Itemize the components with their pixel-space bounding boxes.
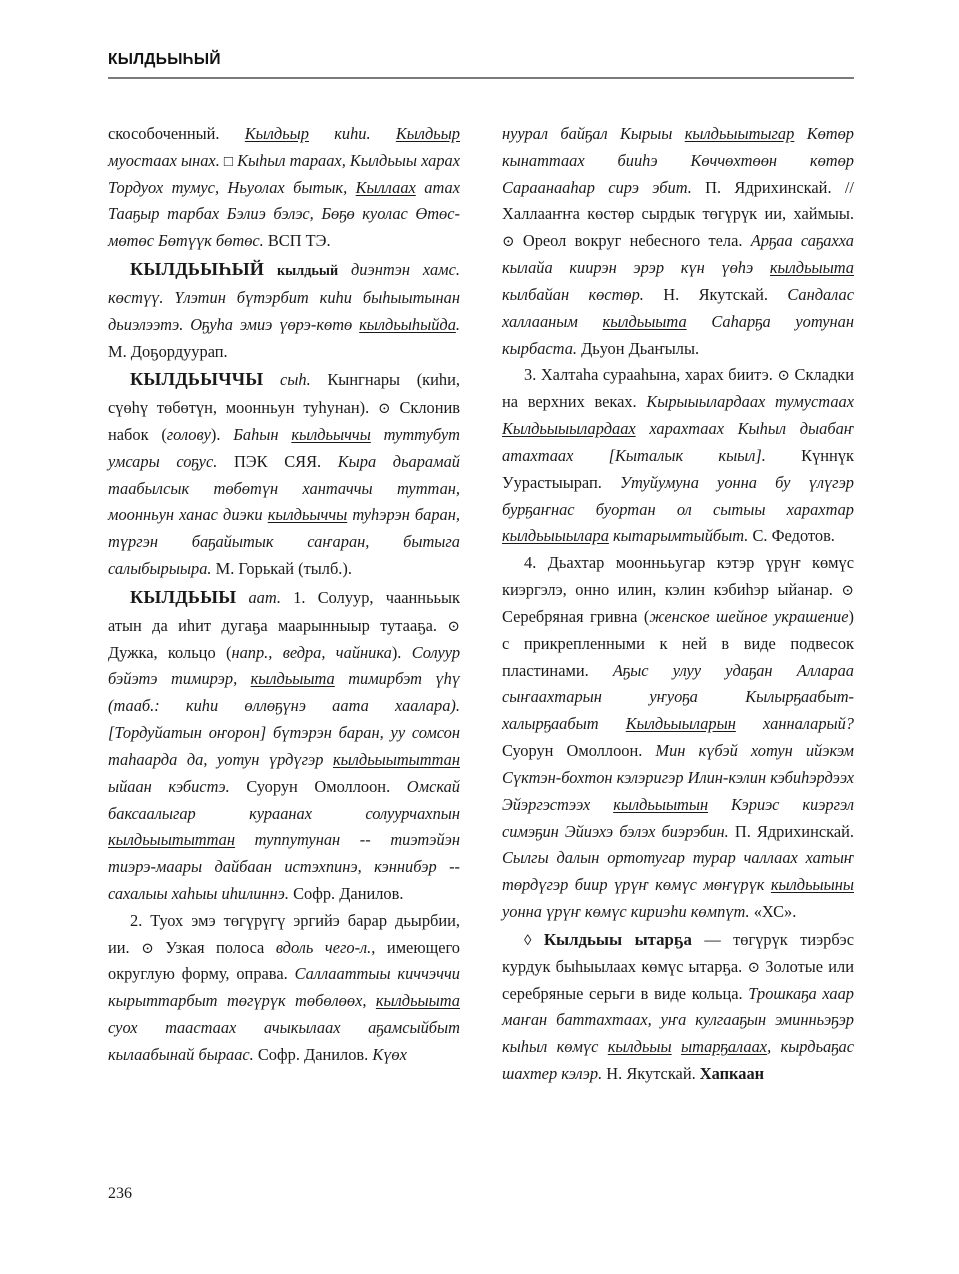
example-text: муостаах ынах.: [108, 150, 224, 170]
cited-form: кылдьыы: [607, 1037, 672, 1057]
example-text-trailing: Күөх: [368, 1044, 407, 1064]
box-marker: □: [223, 153, 233, 170]
spacer: [369, 398, 378, 417]
cited-form: кылдьыыта: [769, 258, 854, 278]
source-citation: Н. Якутскай.: [606, 1063, 696, 1083]
grammar-label: аат.: [248, 587, 282, 607]
example-text: Сылгы далын ортотугар турар чаллаах хатыҥ төрдүгэр биир үрүҥ көмүс мөҥүрүк: [502, 848, 854, 895]
source-citation: ПЭК СЯЯ.: [233, 451, 322, 471]
gloss-marker-icon: ⊙: [841, 583, 854, 600]
cited-form: кылдьыытыгар: [684, 124, 795, 143]
russian-gloss-end: ).: [391, 642, 412, 662]
cited-form: ытарҕалаах: [681, 1037, 768, 1057]
example-text: Көтөр кынаттаах бииһэ Көччөхтөөн көтөр Сараанааһар сирэ эбит.: [502, 124, 854, 197]
gloss-marker-icon: ⊙: [777, 368, 790, 385]
phrase-headword: Кылдьыы ытарҕа: [543, 929, 692, 949]
example-text: суох тaacтаах ачыкылаах аҕамсыйбыт кылаабынай быраас.: [108, 1018, 460, 1064]
example-text: Кэриэс киэргэл симэҕин Эйиэхэ бэлэх биэрэбин.: [502, 794, 854, 841]
right-column: [502, 121, 854, 1088]
sense-number: 1.: [293, 587, 306, 607]
cited-form: Кыллаах: [355, 177, 416, 197]
spacer: [311, 370, 328, 389]
em-dash: —: [704, 929, 721, 949]
gloss-marker-icon: ⊙: [502, 234, 515, 251]
russian-gloss-italic: голову: [166, 424, 211, 444]
definition-text: Кынгнары (киһи, сүөһү төбөтүн, моонньун туһунан).: [108, 370, 460, 418]
sense-number: 3.: [524, 365, 537, 385]
source-citation: Суорун Омоллоон.: [246, 776, 391, 796]
source-citation: «ХС».: [753, 902, 797, 922]
grammar-label: сыһ.: [280, 370, 311, 390]
example-text: Кыра дьарамай таабылсык төбөтүн хантаччы туттан, моонньун ханас диэки: [108, 451, 460, 525]
source-citation: Суорун Омоллоон.: [502, 741, 643, 761]
example-text: Сандалас халлааным: [502, 284, 854, 331]
left-column: [108, 121, 460, 1088]
spacer: [130, 938, 142, 957]
dictionary-entry-kyldyhyj: [108, 255, 460, 365]
source-citation: М. Доҕордуурап.: [108, 341, 228, 361]
example-text: ханналарый?: [735, 714, 854, 734]
example-text: .: [455, 314, 460, 334]
derived-from-form: кылдьый: [277, 263, 339, 280]
example-text: Трошкаҕа хаар маҥан баттахтаах, уҥа кулгааҕын эминньэҕэр кыһыл көмүс: [502, 983, 854, 1057]
cited-form: Кылдьыыларын: [625, 714, 736, 734]
example-text: ыйаан кэбистэ.: [108, 776, 247, 796]
paragraph-sense1-continued: [502, 121, 854, 362]
gloss-marker-icon: ⊙: [747, 959, 761, 976]
definition-text: Үлэтин бүтэрбит киһи быһыытынан дьиэлээтэ. Оҕуһа эмиэ үөрэ-көтө: [108, 287, 460, 334]
definition-text: Халтаһа сурааһына, харах биитэ.: [540, 365, 773, 385]
spacer: [721, 930, 733, 949]
definition-text: Солуур, чааннььык атын да иһит дугаҕа маарынныыр тутааҕа.: [108, 587, 460, 635]
example-text: кылбайан көстөр.: [502, 284, 664, 304]
spacer: [306, 588, 318, 607]
russian-gloss-end: ).: [210, 424, 234, 444]
cited-form: кылдьыччы: [291, 424, 371, 444]
example-text: атах Тааҕыр тарбах Бэлиэ бэлэс, Бөҕө куолас Өтөс-мөтөс Бөтүүк бөтөс.: [108, 177, 460, 251]
source-citation: ВСП ТЭ.: [267, 231, 331, 251]
dictionary-entry-kyldyyccy: [108, 365, 460, 583]
two-column-body: [108, 121, 854, 1088]
headword: КЫЛДЬЫҺЫЙ: [130, 259, 265, 280]
example-text: оҥорон] бүтэрэн баран, уу сомсон таһаарда да, уотун үрдүгэр: [108, 723, 460, 769]
russian-gloss: Золотые или серебряные серьги в виде кольца.: [502, 956, 855, 1003]
dictionary-entry-sense3: [502, 362, 854, 550]
cited-form: кылдьыыта: [602, 311, 687, 331]
source-citation: П. Ядрихинскай.: [705, 177, 832, 197]
example-text: харахтаах Кыһыл дыабаҥ атахтаах [Кыталык кыыл].: [502, 419, 854, 465]
source-citation: Күннүк Уурастыырап.: [502, 445, 854, 492]
phrase-subentry-kyldyyy-ytarga: [502, 926, 854, 1088]
cited-form: кылдьыһыйда: [359, 314, 456, 334]
dictionary-entry-kyldyyy-sense2: [108, 908, 460, 1069]
dictionary-entry-kyldyyy-sense1: [108, 583, 460, 908]
example-text: Аҕыс улуу удаҕан Аллараа сыҥаахтарын уҥуоҕа Кылырҕаабыт-халырҕаабыт: [502, 660, 855, 734]
spacer: [163, 288, 174, 307]
page-number: 236: [108, 1185, 132, 1202]
example-text: Солуур бэйэтэ тимирэр,: [108, 642, 461, 689]
cited-form: кылдьыччы: [267, 505, 348, 525]
russian-gloss: Склонив набок (: [108, 398, 460, 444]
headword: КЫЛДЬЫЧЧЫ: [130, 369, 264, 390]
spacer: [281, 588, 293, 607]
cited-form: кылдьыыта: [375, 991, 460, 1011]
spacer: [531, 930, 543, 949]
cited-form: Кылдьыр: [395, 124, 460, 143]
source-citation: Софр. Данилов.: [293, 884, 404, 903]
cited-form: Кылдьыр: [244, 124, 309, 143]
definition-text: төгүрүк тиэрбэс курдук быһыылаах көмүс ытарҕа.: [502, 929, 854, 976]
spacer: [263, 370, 280, 389]
source-citation: П. Ядрихинскай.: [734, 821, 854, 841]
example-text: тимирбэт үһү (тааб.: киһи өллөҕүнэ аата хаалара). [: [108, 669, 460, 743]
example-text: Арҕаа саҕахха кылайа киирэн эрэр күн үөһэ: [502, 231, 854, 278]
source-citation: Дьуон Дьаҥылы.: [581, 338, 700, 358]
dictionary-entry-sense4: [502, 550, 854, 926]
example-text: Кыһыл тараах, Кылдьыы харах Тордуох тумус, Ньуолах бытык,: [108, 150, 461, 197]
gloss-marker-icon: ⊙: [447, 618, 460, 635]
example-text: [672, 1037, 681, 1056]
russian-gloss-italic: напр., ведра, чайника: [231, 642, 392, 662]
example-text: киһи.: [308, 124, 396, 143]
header-rule: [108, 77, 854, 80]
russian-gloss-italic: женское шейное украшение: [649, 606, 849, 626]
spacer: [338, 260, 351, 279]
example-text: Саллааттыы киччэччи кырыттарбыт төгүрүк төбөлөөх,: [108, 964, 460, 1011]
sense-number: 4.: [524, 553, 537, 573]
double-slash-marker: //: [844, 177, 854, 197]
example-text: Саһарҕа уотунан кырбаста.: [502, 311, 854, 358]
definition-text: Халлааҥҥа көстөр сырдык төгүрүк ии, хаймыы.: [502, 204, 854, 224]
gloss-text: скособоченный.: [108, 124, 245, 143]
example-text-italic: Тордуйатын: [114, 723, 202, 743]
source-citation: Софр. Данилов.: [257, 1044, 369, 1064]
russian-gloss-end: ) с прикрепленными к ней в виде подвесок пластинами.: [502, 606, 854, 680]
russian-gloss: Складки на верхних веках.: [502, 365, 854, 412]
cited-form: кылдьыытын: [613, 794, 709, 814]
spacer: [692, 930, 704, 949]
example-text: нуурал байҕал Кырыы: [502, 124, 685, 143]
cited-form: кылдьыыылара: [502, 526, 609, 546]
running-head: КЫЛДЬЫҺЫЙ: [108, 51, 221, 68]
spacer: [832, 178, 845, 197]
cited-form: Кылдьыыылардаах: [502, 419, 636, 439]
russian-gloss: Дужка, кольцо (: [108, 642, 232, 662]
example-text: Утуйумуна уонна бу үлүгэр бурҕаҥнас буортан ол сытыы харахтар: [502, 472, 854, 519]
grammar-label: диэнтэн хамс. көстүү.: [108, 260, 460, 307]
example-text: Баһын: [233, 424, 292, 444]
example-text: , кырдьаҕас шахтер кэлэр.: [502, 1037, 854, 1083]
sense-number: 2.: [130, 910, 143, 930]
spacer: [236, 588, 248, 607]
spacer: [154, 938, 166, 957]
cited-form: кылдьыытыттан: [108, 830, 236, 850]
cited-form: кылдьыыта: [250, 669, 335, 689]
example-text: кытарымтыйбыт.: [608, 526, 753, 546]
example-text: Омскай баксаалыгар кураанах солуурчахпын: [108, 776, 460, 823]
source-citation: С. Федотов.: [752, 526, 835, 546]
russian-gloss: Ореол вокруг небесного тела.: [514, 231, 751, 251]
example-text: туһэрэн баран, түргэн баҕайытык саҥаран, бытыга салыбырыыра.: [108, 505, 460, 579]
gloss-marker-icon: ⊙: [378, 401, 391, 418]
russian-gloss-end: , имеющего округлую форму, оправа.: [108, 937, 460, 984]
cited-form: кылдьыытыттан: [332, 749, 460, 769]
definition-text: Туох эмэ төгүрүгү эргийэ барар дьырбии, ии.: [108, 910, 460, 957]
russian-gloss: Серебряная гривна (: [502, 606, 650, 626]
source-citation: М. Горькай (тылб.).: [215, 559, 352, 579]
russian-gloss-italic: вдоль чего-л.: [275, 937, 372, 957]
example-text: Мин күбэй хотун ийэкэм Сүктэн-бохтон кэлэригэр Илин-кэлин кэбиһэрдээх Эйэргэстээх: [502, 741, 854, 814]
headword: КЫЛДЬЫЫ: [130, 586, 237, 607]
example-text: уонна үрүҥ көмүс кириэһи көмпүт.: [502, 902, 754, 922]
definition-text: Дьахтар мооннььугар кэтэр үрүҥ көмүс киэргэлэ, онно илин, кэлин кэбиһэр ыйанар.: [502, 553, 855, 600]
spacer: [264, 260, 277, 279]
diamond-marker-icon: ◊: [524, 932, 532, 949]
paragraph-continued-entry: [108, 121, 460, 255]
example-text: туттубут умсары соҕус.: [108, 424, 461, 471]
example-text: туппутунан -- тиэтэйэн тиэрэ-маары дайбаан истэхпинэ, кэннибэр -- сахалыы хаһыы иһилиннэ.: [108, 830, 460, 903]
source-citation: Н. Якутскай.: [663, 284, 768, 304]
next-headword-catchword: Хапкаан: [699, 1063, 765, 1083]
spacer: [536, 553, 547, 572]
spacer: [437, 616, 447, 635]
gloss-marker-icon: ⊙: [141, 940, 154, 957]
example-text: Кырыыылардаах тумустаах: [646, 392, 854, 412]
cited-form: кылдьыыны: [770, 875, 854, 895]
russian-gloss: Узкая полоса: [165, 937, 276, 957]
